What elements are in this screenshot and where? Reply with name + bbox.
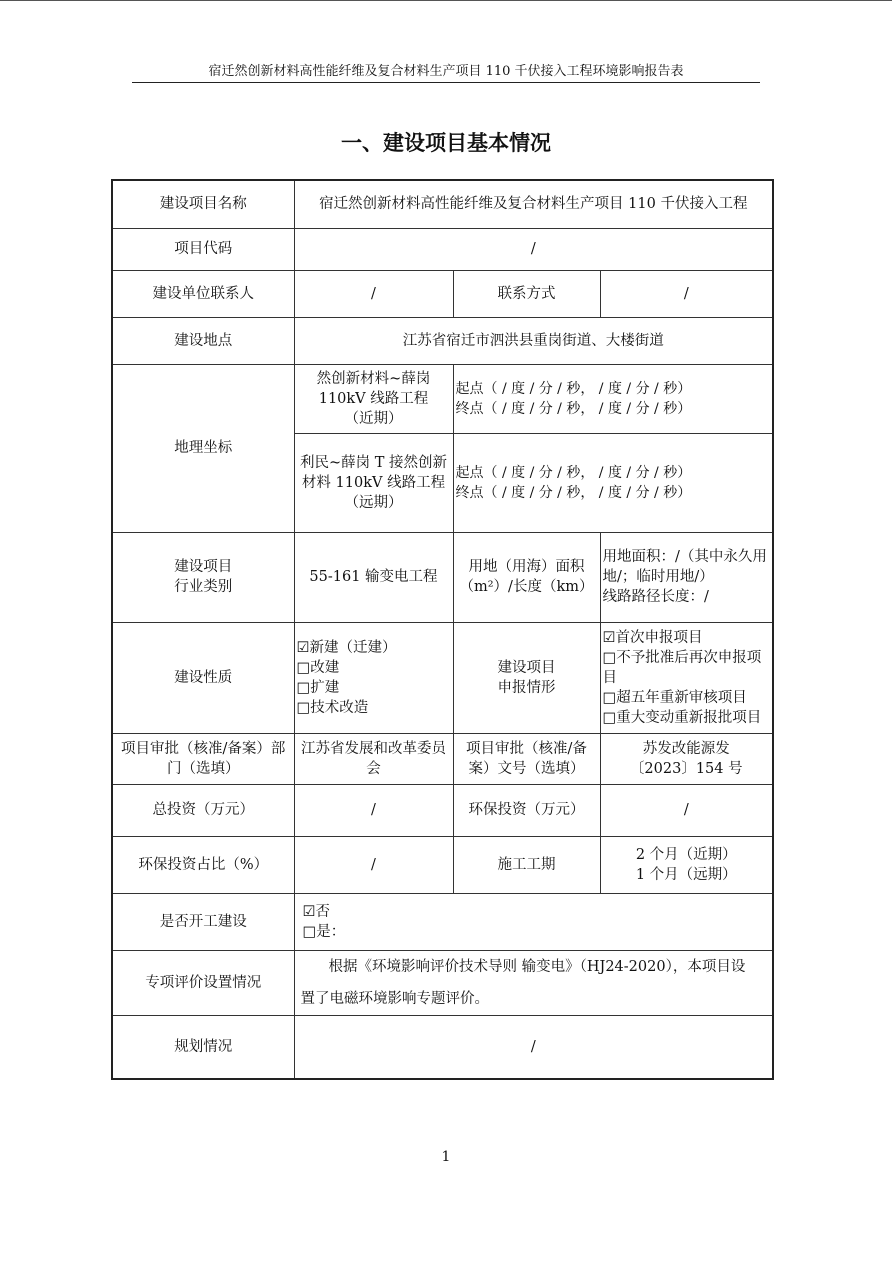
coords-line2-values <box>453 433 773 532</box>
running-header: 宿迁然创新材料高性能纤维及复合材料生产项目 110 千伏接入工程环境影响报告表 <box>208 64 684 79</box>
nature-option-new: ☑新建（迁建） <box>296 639 397 656</box>
coords-line2-start: 起点（ / 度 / 分 / 秒， / 度 / 分 / 秒） <box>455 464 692 481</box>
coords-line1-end: 终点（ / 度 / 分 / 秒， / 度 / 分 / 秒） <box>455 400 692 417</box>
label-approval-number: 项目审批（核准/备案）文号（选填） <box>453 733 600 784</box>
value-route-length: 线路路径长度：/ <box>602 589 709 605</box>
value-approval-dept: 江苏省发展和改革委员会 <box>294 733 453 784</box>
declaration-option-first: ☑首次申报项目 <box>602 629 703 646</box>
row-approval <box>112 733 773 784</box>
row-started <box>112 893 773 950</box>
value-land-area-1: 用地面积：/（其中永久用地/；临时用地/） <box>602 549 767 585</box>
value-special-1: 根据《环境影响评价技术导则 输变电》（HJ24-2020），本项目设 <box>328 958 746 975</box>
top-border-line <box>0 0 892 1</box>
label-coords: 地理坐标 <box>112 364 294 532</box>
label-declaration <box>453 622 600 733</box>
value-contact-method: / <box>600 270 773 317</box>
value-approval-number <box>600 733 773 784</box>
label-declaration-1: 建设项目 <box>497 659 556 676</box>
label-env-investment: 环保投资（万元） <box>453 784 600 836</box>
label-contact: 建设单位联系人 <box>112 270 294 317</box>
label-industry <box>112 532 294 622</box>
row-ratio <box>112 836 773 893</box>
label-construction-period: 施工工期 <box>453 836 600 893</box>
declaration-option-major-change: □重大变动重新报批项目 <box>602 709 762 726</box>
started-options <box>294 893 773 950</box>
value-construction-period <box>600 836 773 893</box>
value-contact: / <box>294 270 453 317</box>
coords-line1-name <box>294 364 453 433</box>
value-total-investment: / <box>294 784 453 836</box>
coords-line2-name-2: 材料 110kV 线路工程 <box>301 474 446 491</box>
label-project-code: 项目代码 <box>112 228 294 270</box>
coords-line1-name-3: （近期） <box>344 410 403 427</box>
label-declaration-2: 申报情形 <box>497 679 556 696</box>
label-env-ratio: 环保投资占比（%） <box>112 836 294 893</box>
nature-options <box>294 622 453 733</box>
construction-period-near: 2 个月（近期） <box>635 846 737 863</box>
label-project-name: 建设项目名称 <box>112 180 294 228</box>
row-industry <box>112 532 773 622</box>
coords-line2-end: 终点（ / 度 / 分 / 秒， / 度 / 分 / 秒） <box>455 484 692 501</box>
value-approval-number-2: 〔2023〕154 号 <box>629 760 743 777</box>
coords-line2-name <box>294 433 453 532</box>
value-env-investment: / <box>600 784 773 836</box>
value-approval-number-1: 苏发改能源发 <box>642 740 730 757</box>
page-number: 1 <box>441 1149 451 1165</box>
row-investment <box>112 784 773 836</box>
label-approval-dept: 项目审批（核准/备案）部门（选填） <box>112 733 294 784</box>
label-plan: 规划情况 <box>112 1015 294 1079</box>
started-option-yes: □是： <box>302 923 346 940</box>
label-land-area: 用地（用海）面积（m²）/长度（km） <box>453 532 600 622</box>
nature-option-expand: □扩建 <box>296 679 340 696</box>
section-title: 一、建设项目基本情况 <box>341 131 551 155</box>
label-contact-method: 联系方式 <box>453 270 600 317</box>
label-location: 建设地点 <box>112 317 294 364</box>
header-rule <box>132 82 760 83</box>
row-project-name <box>112 180 773 228</box>
row-plan <box>112 1015 773 1079</box>
coords-line1-start: 起点（ / 度 / 分 / 秒， / 度 / 分 / 秒） <box>455 380 692 397</box>
label-industry-2: 行业类别 <box>174 579 233 595</box>
value-project-code: / <box>294 228 773 270</box>
declaration-option-resubmit: □不予批准后再次申报项目 <box>602 649 762 686</box>
label-total-investment: 总投资（万元） <box>112 784 294 836</box>
label-nature: 建设性质 <box>112 622 294 733</box>
label-special: 专项评价设置情况 <box>112 950 294 1015</box>
label-industry-1: 建设项目 <box>174 559 233 575</box>
nature-option-rebuild: □改建 <box>296 659 340 676</box>
value-plan: / <box>294 1015 773 1079</box>
value-special-2: 置了电磁环境影响专题评价。 <box>300 990 489 1007</box>
project-info-table <box>111 179 774 1080</box>
declaration-option-five-year: □超五年重新审核项目 <box>602 689 747 706</box>
value-env-ratio: / <box>294 836 453 893</box>
declaration-options <box>600 622 773 733</box>
row-nature <box>112 622 773 733</box>
coords-line2-name-1: 利民~薛岗 T 接然创新 <box>299 454 448 471</box>
row-project-code <box>112 228 773 270</box>
coords-line1-name-2: 110kV 线路工程 <box>318 390 429 407</box>
value-land-area <box>600 532 773 622</box>
value-location: 江苏省宿迁市泗洪县重岗街道、大楼街道 <box>294 317 773 364</box>
value-project-name: 宿迁然创新材料高性能纤维及复合材料生产项目 110 千伏接入工程 <box>294 180 773 228</box>
coords-line2-name-3: （远期） <box>344 494 403 511</box>
row-coords-near <box>112 364 773 433</box>
row-contact <box>112 270 773 317</box>
started-option-no: ☑否 <box>302 903 330 920</box>
construction-period-far: 1 个月（远期） <box>635 866 737 883</box>
coords-line1-values <box>453 364 773 433</box>
value-special <box>294 950 773 1015</box>
nature-option-tech: □技术改造 <box>296 699 369 716</box>
row-location <box>112 317 773 364</box>
label-started: 是否开工建设 <box>112 893 294 950</box>
row-special <box>112 950 773 1015</box>
value-industry: 55-161 输变电工程 <box>294 532 453 622</box>
coords-line1-name-1: 然创新材料~薛岗 <box>316 370 431 387</box>
